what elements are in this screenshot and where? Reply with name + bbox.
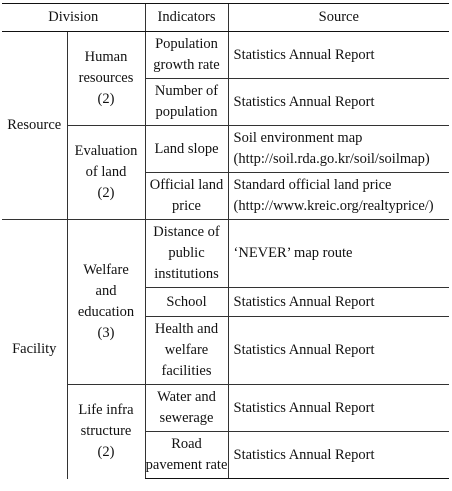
indicator-line: sewerage [159,410,214,426]
indicator-cell [145,126,228,173]
subgroup-cell-welfare-and-education [67,220,145,385]
group-label: Resource [7,117,62,133]
source-line: Standard official land price [233,177,392,193]
indicators-table [2,3,449,479]
source-cell [228,126,449,173]
group-label: Facility [12,340,57,357]
subgroup-label-line: structure [80,423,132,440]
indicator-line: Official land [149,177,224,193]
indicator-line: price [172,198,201,214]
indicator-line: Health and [154,321,219,337]
subgroup-cell-human-resources [67,32,145,126]
indicator-cell [145,288,228,317]
subgroup-label-line: of land [85,164,127,180]
source-cell [228,288,449,317]
indicator-line: welfare [164,342,209,358]
source-cell [228,79,449,126]
header-division: Division [2,4,145,32]
source-line: Statistics Annual Report [233,46,375,63]
subgroup-label-line: Evaluation [74,143,138,159]
indicator-cell [145,32,228,79]
subgroup-label-line: Life infra [78,402,134,419]
header-row [2,4,449,32]
subgroup-label-line: and [95,283,117,299]
source-line: Statistics Annual Report [233,342,375,358]
header-indicators: Indicators [145,4,228,32]
subgroup-label-line: education [77,304,135,320]
subgroup-cell-life-infra-structure [67,385,145,479]
source-line: Statistics Annual Report [233,93,375,110]
table-row [2,126,449,173]
subgroup-label-line: (3) [97,325,115,341]
source-line: (http://soil.rda.go.kr/soil/soilmap) [233,151,430,167]
source-line: Statistics Annual Report [233,399,375,416]
indicator-line: facilities [161,363,212,379]
source-cell [228,173,449,220]
subgroup-label-line: resources [78,70,134,86]
indicator-line: growth rate [153,57,220,73]
indicator-line: pavement rate [145,457,228,473]
indicator-line: public [168,245,205,261]
indicator-line: population [155,104,218,120]
indicator-line: Population [155,36,218,52]
indicator-cell [145,173,228,220]
subgroup-label-line: (2) [97,444,115,461]
source-cell [228,317,449,385]
indicator-line: Road [171,436,202,452]
table-row [2,385,449,432]
indicator-line: institutions [154,266,219,282]
source-cell [228,220,449,288]
source-line: (http://www.kreic.org/realtyprice/) [233,198,434,214]
indicator-cell [145,385,228,432]
indicator-cell [145,220,228,288]
source-cell [228,385,449,432]
source-line: Soil environment map [233,130,363,146]
indicator-line: Land slope [154,140,219,157]
table-row [2,32,449,79]
header-source: Source [228,4,449,32]
indicator-cell [145,317,228,385]
source-cell [228,432,449,479]
indicator-line: Water and [157,389,216,405]
group-cell-facility [2,220,67,479]
subgroup-label-line: (2) [97,185,115,201]
indicator-cell [145,79,228,126]
subgroup-label-line: (2) [97,91,115,107]
subgroup-cell-evaluation-of-land [67,126,145,220]
indicator-cell [145,432,228,479]
group-cell-resource [2,32,67,220]
table-row [2,220,449,288]
indicator-line: School [166,293,207,310]
indicator-line: Distance of [153,224,220,240]
source-line: ‘NEVER’ map route [233,245,353,261]
subgroup-label-line: Welfare [83,262,129,278]
indicator-line: Number of [154,83,219,99]
source-cell [228,32,449,79]
subgroup-label-line: Human [84,49,128,65]
source-line: Statistics Annual Report [233,446,375,463]
source-line: Statistics Annual Report [233,293,375,310]
